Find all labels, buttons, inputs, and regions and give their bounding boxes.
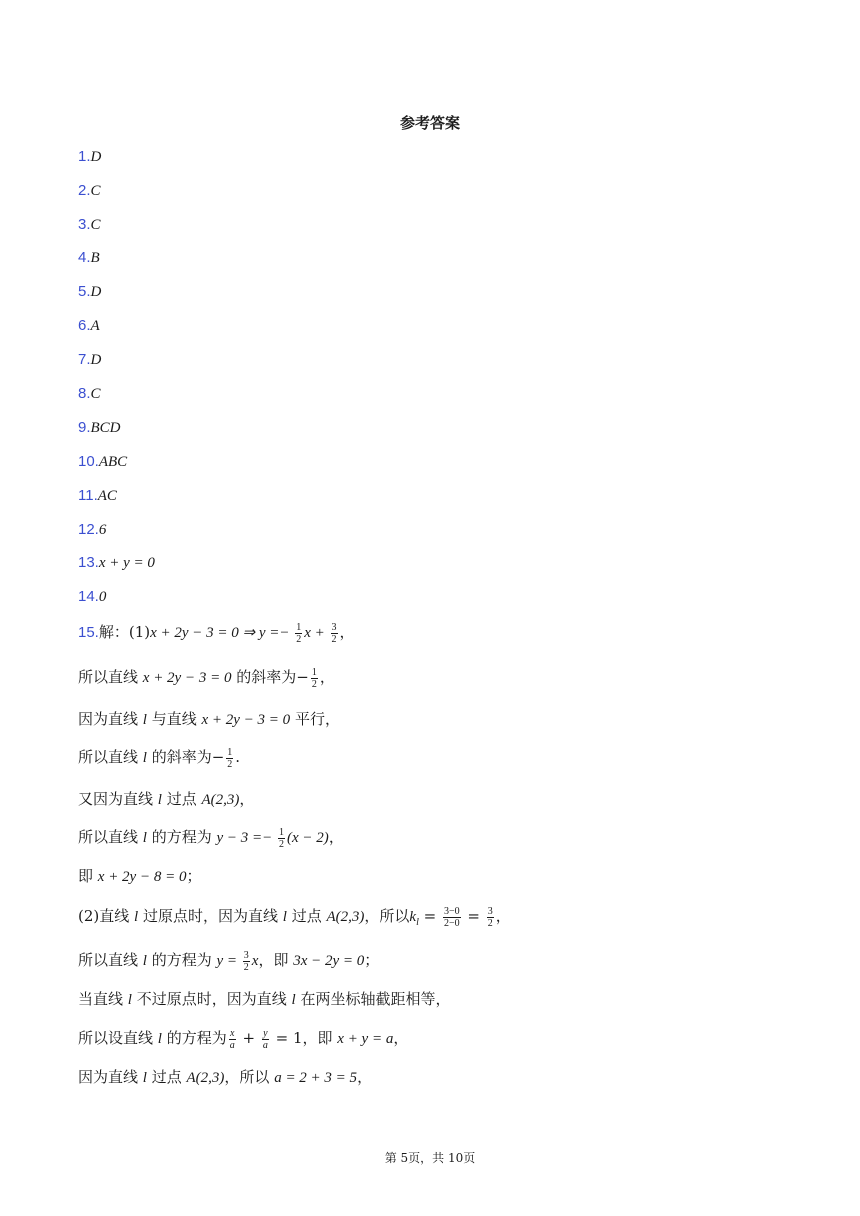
answer-item (78, 213, 101, 236)
answer-text: BCD (90, 420, 121, 436)
fraction: $\frac{1}{2}$ (227, 746, 233, 770)
q15-line-9: 所以直线 l 的方程为 y = $\frac{3}{2}$ x，即 3x − 2y = 0； (78, 949, 380, 973)
page-title: 参考答案 (399, 114, 460, 132)
q15-line-12: 因为直线 l 过点 A(2,3)，所以 a = 2 + 3 = 5， (78, 1068, 373, 1086)
q15-line-3: 因为直线 l 与直线 x + 2y − 3 = 0 平行， (78, 710, 340, 728)
page-footer: 第 5页，共 10页 (384, 1151, 476, 1165)
answer-text: 0 (98, 589, 107, 605)
answer-text: 6 (98, 522, 107, 538)
answer-text: AC (97, 488, 117, 504)
question-number: 7. (78, 351, 91, 368)
q15-line-11: 所以设直线 l 的方程为 $\frac{x}{a}$ + $\frac{y}{a}$ = 1，即 x + y = a， (78, 1027, 409, 1051)
fraction: $\frac{3-0}{2-0}$ (443, 905, 460, 929)
answer-text: ABC (98, 454, 128, 470)
answer-text: x + y = 0 (98, 555, 155, 571)
fraction: $\frac{3}{2}$ (243, 949, 249, 973)
answer-text: C (90, 217, 101, 233)
answer-text: D (90, 352, 102, 368)
q15-line-4: 所以直线 l 的斜率为− $\frac{1}{2}$ . (78, 746, 241, 770)
fraction: $\frac{3}{2}$ (331, 621, 337, 645)
answer-item (78, 416, 121, 439)
answer-item (78, 450, 127, 473)
answer-item (78, 348, 101, 371)
answer-text: C (90, 386, 101, 402)
question-number: 2. (78, 182, 91, 199)
question-number: 12. (78, 521, 99, 538)
answer-item (78, 551, 155, 574)
q15-line-6: 所以直线 l 的方程为 y − 3 =− $\frac{1}{2}$ (x − 2)， (78, 826, 344, 850)
question-number: 10. (78, 453, 99, 470)
question-number: 3. (78, 216, 91, 233)
fraction: $\frac{1}{2}$ (311, 666, 317, 690)
question-number: 11. (78, 487, 98, 504)
answer-item (78, 382, 101, 405)
question-number: 6. (78, 317, 91, 334)
question-number: 15. (78, 624, 99, 641)
answer-text: A (90, 318, 100, 334)
q15-line-5: 又因为直线 l 过点 A(2,3)， (78, 790, 255, 808)
q15-line-8: (2)直线 l 过原点时，因为直线 l 过点 A(2,3)，所以$k_l$ = $\frac{3-0}{2-0}$ = $\frac{3}{2}$ ， (78, 905, 511, 929)
q15-line-7: 即 x + 2y − 8 = 0； (78, 867, 202, 885)
fraction: $\frac{y}{a}$ (262, 1027, 268, 1051)
answer-item (78, 145, 101, 168)
fraction: $\frac{1}{2}$ (296, 621, 302, 645)
answer-item (78, 518, 106, 541)
answer-text: D (90, 149, 102, 165)
answer-item (78, 246, 100, 269)
question-number: 14. (78, 588, 99, 605)
q15-line-2: 所以直线 x + 2y − 3 = 0 的斜率为− $\frac{1}{2}$ ， (78, 666, 335, 690)
answer-item (78, 585, 106, 608)
answer-item (78, 280, 101, 303)
fraction: $\frac{3}{2}$ (487, 905, 493, 929)
q15-line-1: 15.解：(1)x + 2y − 3 = 0 ⇒ y =− $\frac{1}{2}$ x + $\frac{3}{2}$ ， (78, 621, 355, 645)
fraction: $\frac{x}{a}$ (229, 1027, 235, 1051)
question-number: 8. (78, 385, 91, 402)
fraction: $\frac{1}{2}$ (279, 826, 285, 850)
answer-text: C (90, 183, 101, 199)
question-number: 13. (78, 554, 99, 571)
answer-text: D (90, 284, 102, 300)
question-number: 9. (78, 419, 91, 436)
answer-text: B (90, 250, 100, 266)
answer-item (78, 484, 117, 507)
q15-line-10: 当直线 l 不过原点时，因为直线 l 在两坐标轴截距相等， (78, 990, 451, 1008)
answer-item (78, 314, 100, 337)
question-number: 5. (78, 283, 91, 300)
answer-item (78, 179, 101, 202)
question-number: 1. (78, 148, 91, 165)
question-number: 4. (78, 249, 91, 266)
